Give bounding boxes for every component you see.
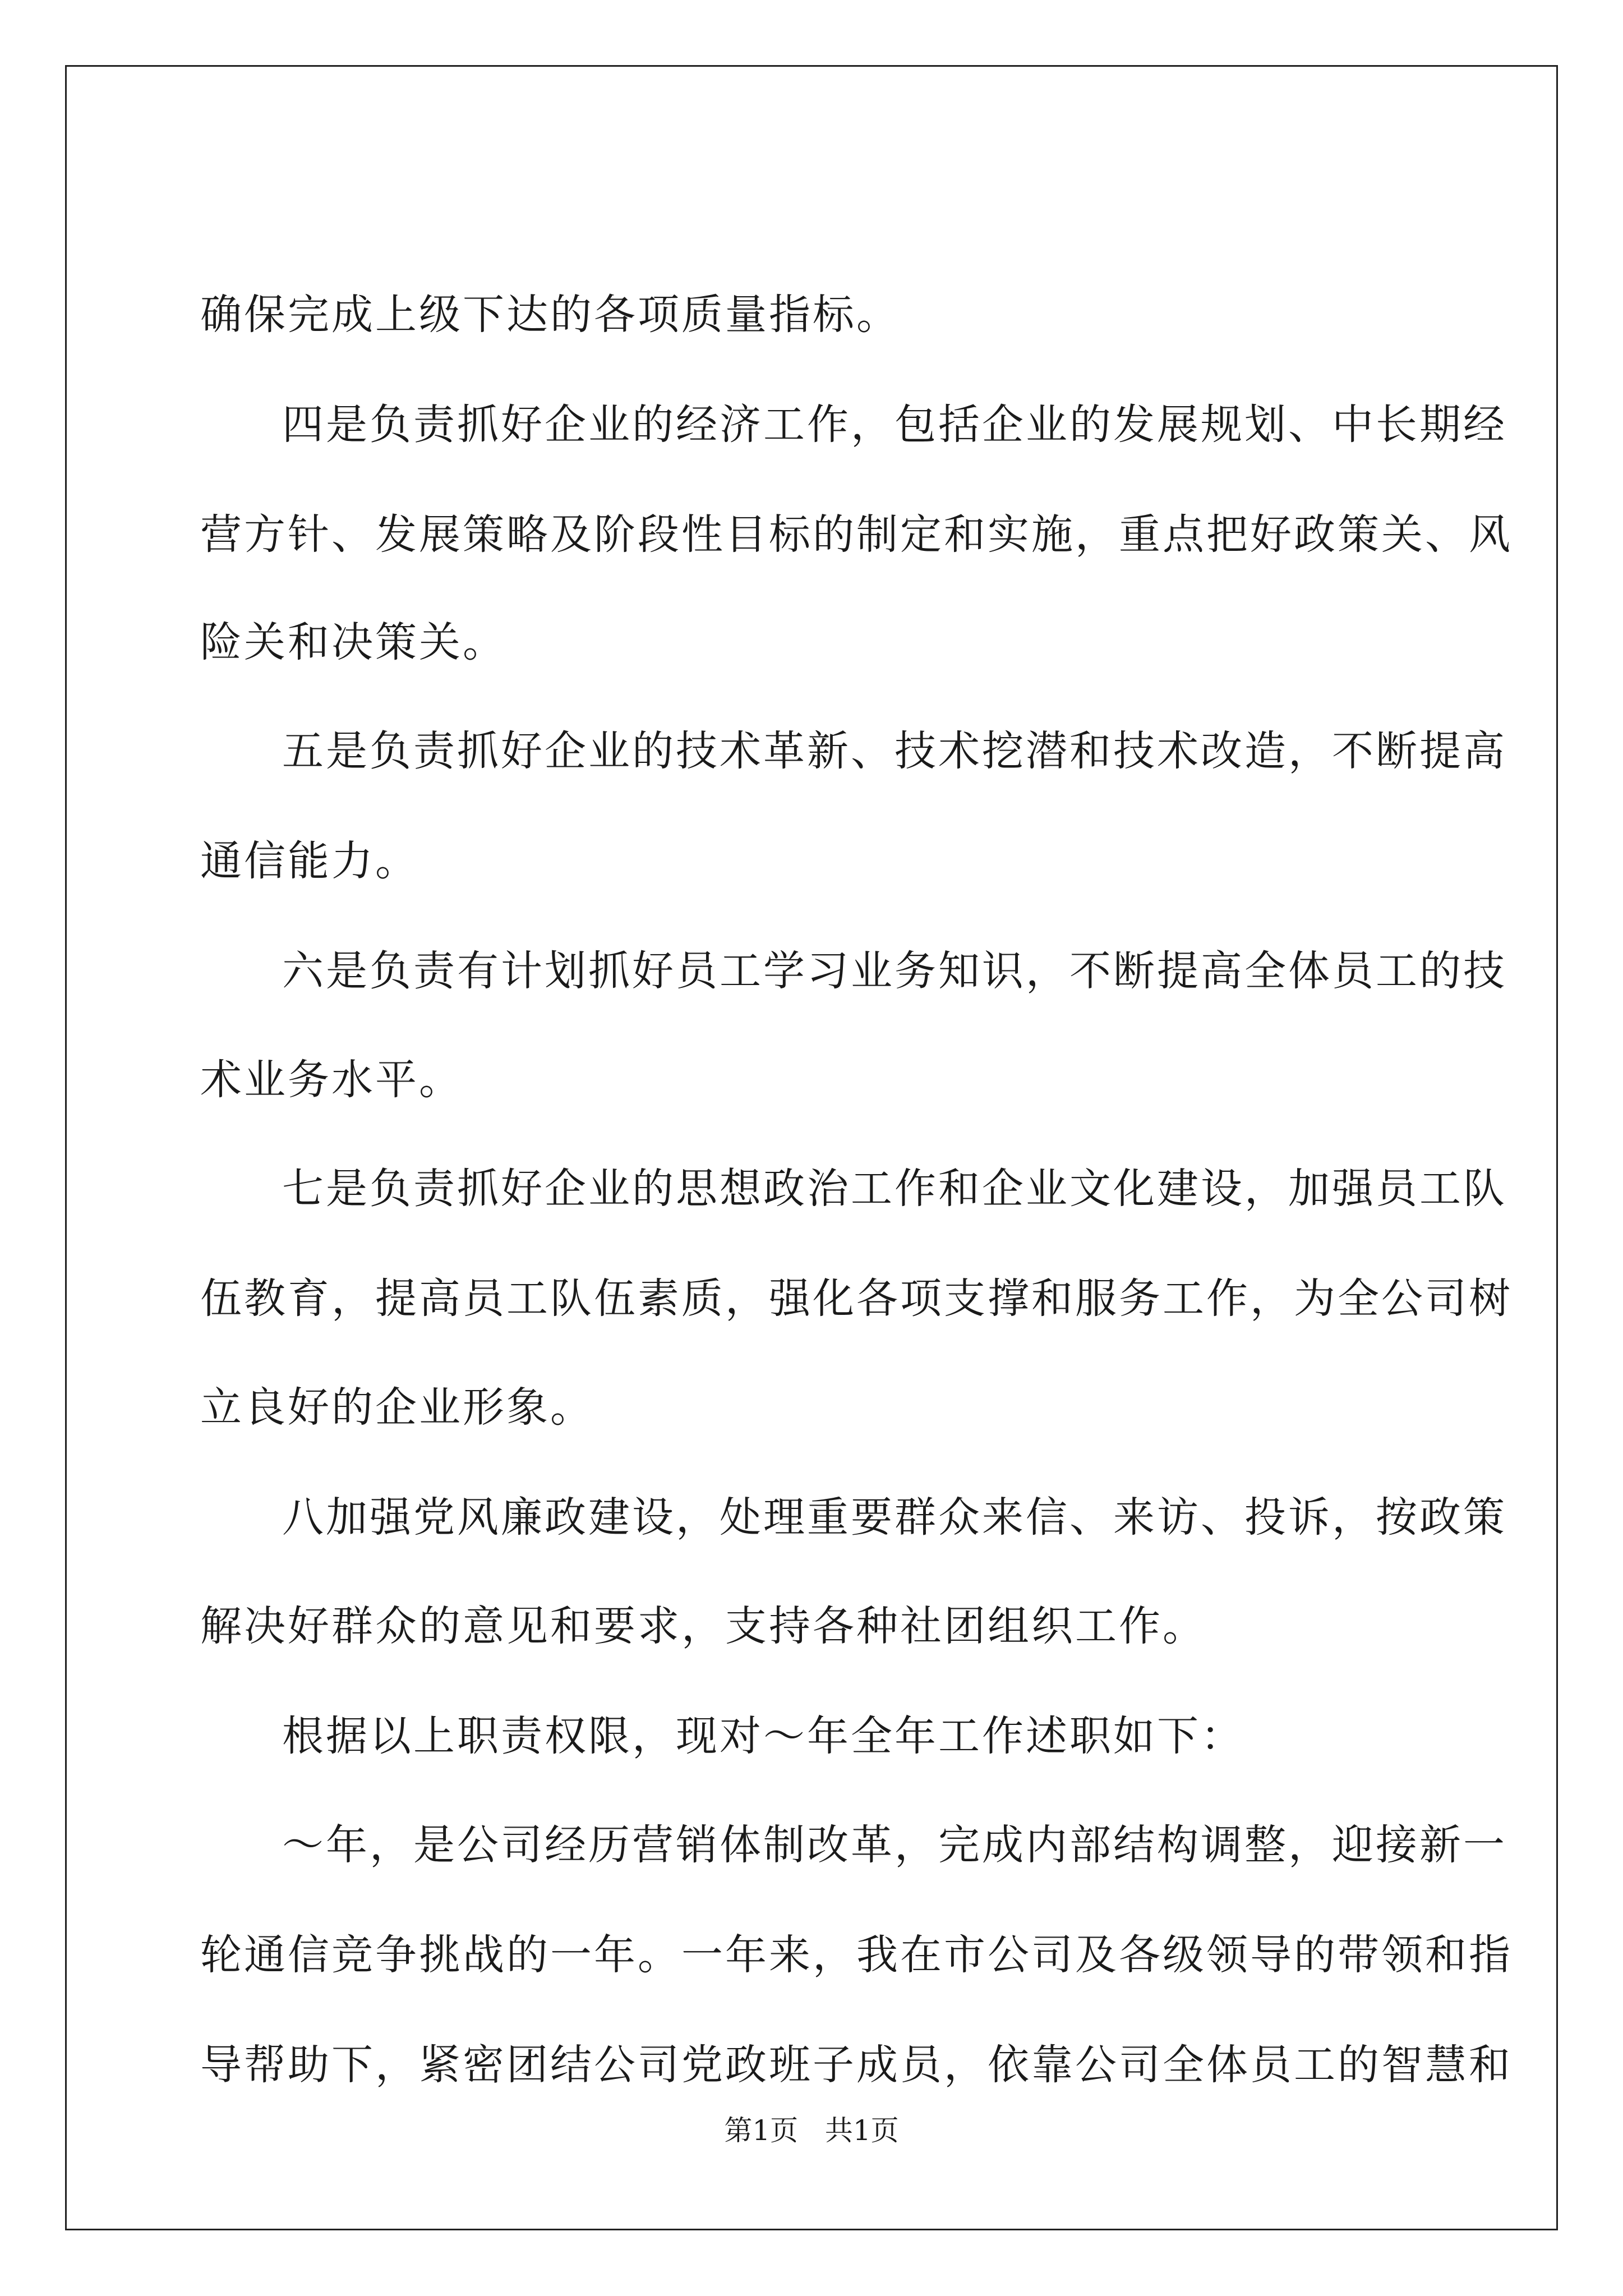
paragraph-line: 术业务水平。 <box>200 1056 463 1104</box>
paragraph-line: 险关和决策关。 <box>200 618 506 666</box>
paragraph-line: 七是负责抓好企业的思想政治工作和企业文化建设，加强员工队 <box>282 1165 1507 1213</box>
paragraph-line: 五是负责抓好企业的技术革新、技术挖潜和技术改造，不断提高 <box>282 727 1507 775</box>
paragraph-line: 通信能力。 <box>200 837 419 885</box>
paragraph-line: 六是负责有计划抓好员工学习业务知识，不断提高全体员工的技 <box>282 947 1507 995</box>
paragraph-line: 八加强党风廉政建设，处理重要群众来信、来访、投诉，按政策 <box>282 1493 1507 1542</box>
paragraph-line: 四是负责抓好企业的经济工作，包括企业的发展规划、中长期经 <box>282 401 1507 449</box>
paragraph-line: 营方针、发展策略及阶段性目标的制定和实施，重点把好政策关、风 <box>200 510 1513 559</box>
paragraph-line: ～年，是公司经历营销体制改革，完成内部结构调整，迎接新一 <box>282 1821 1507 1869</box>
page-border <box>65 65 1558 2230</box>
paragraph-line: 轮通信竞争挑战的一年。一年来，我在市公司及各级领导的带领和指 <box>200 1931 1513 1979</box>
paragraph-line: 立良好的企业形象。 <box>200 1383 594 1432</box>
paragraph-line: 确保完成上级下达的各项质量指标。 <box>200 291 900 339</box>
paragraph-line: 根据以上职责权限，现对～年全年工作述职如下： <box>282 1712 1244 1760</box>
page-footer: 第1页 共1页 <box>724 2114 899 2147</box>
paragraph-line: 导帮助下，紧密团结公司党政班子成员，依靠公司全体员工的智慧和 <box>200 2041 1513 2089</box>
paragraph-line: 解决好群众的意见和要求，支持各种社团组织工作。 <box>200 1602 1206 1650</box>
paragraph-line: 伍教育，提高员工队伍素质，强化各项支撑和服务工作，为全公司树 <box>200 1274 1513 1323</box>
